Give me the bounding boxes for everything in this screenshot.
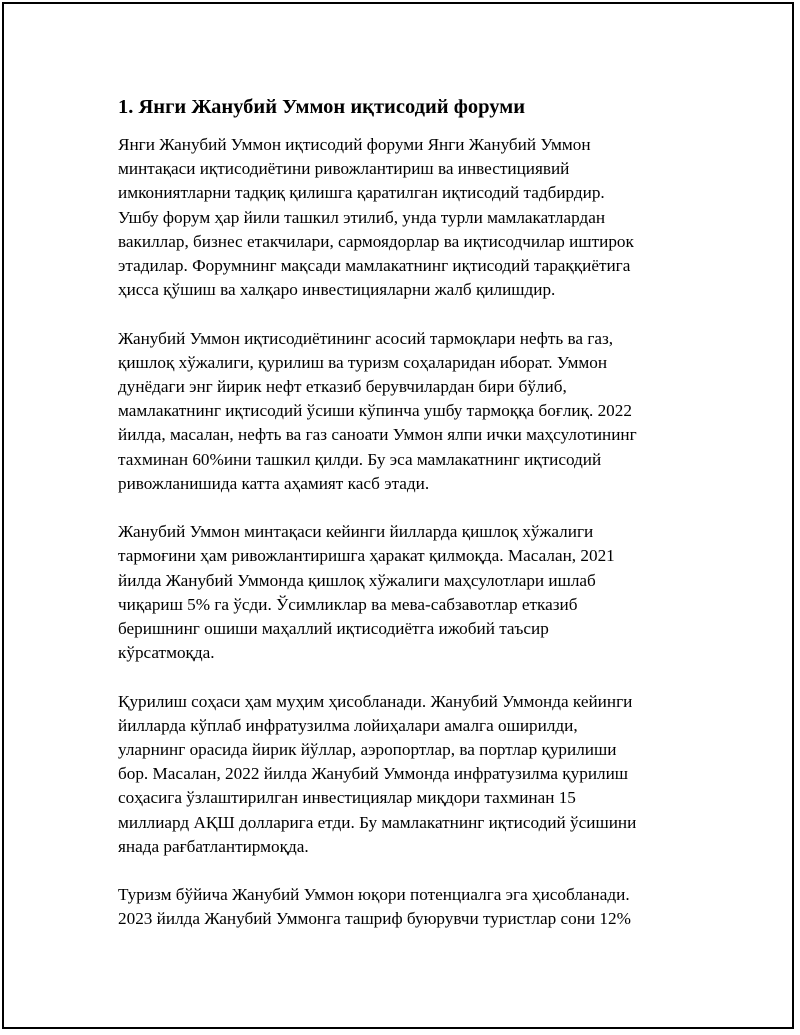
paragraph-line: дунёдаги энг йирик нефт етказиб берувчилардан бири бўлиб, [118,377,567,397]
paragraph-line: вакиллар, бизнес етакчилари, сармоядорлар ва иқтисодчилар иштирок [118,231,634,251]
paragraph [118,133,693,302]
paragraph-line: мамлакатнинг иқтисодий ўсиши кўпинча ушбу тармоққа боғлиқ. 2022 [118,401,632,421]
paragraph-line: тахминан 60%ини ташкил қилди. Бу эса мамлакатнинг иқтисодий [118,449,602,469]
paragraph-line: беришнинг ошиши маҳаллий иқтисодиётга ижобий таъсир [118,619,549,639]
paragraph-line: соҳасига ўзлаштирилган инвестициялар миқдори тахминан 15 [118,788,576,808]
document-body [118,93,693,956]
paragraph-line: йилларда кўплаб инфратузилма лойиҳалари амалга оширилди, [118,715,578,735]
paragraph-line: имкониятларни тадқиқ қилишга қаратилган иқтисодий тадбирдир. [118,183,605,203]
paragraph-list [118,133,693,932]
paragraph-line: қишлоқ хўжалиги, қурилиш ва туризм соҳаларидан иборат. Уммон [118,352,608,372]
paragraph-line: Қурилиш соҳаси ҳам муҳим ҳисобланади. Жанубий Уммонда кейинги [118,691,633,711]
paragraph-line: ҳисса қўшиш ва халқаро инвестицияларни жалб қилишдир. [118,280,556,300]
paragraph [118,520,693,665]
paragraph-line: миллиард АҚШ долларига етди. Бу мамлакатнинг иқтисодий ўсишини [118,812,637,832]
paragraph-line: Янги Жанубий Уммон иқтисодий форуми Янги Жанубий Уммон [118,135,591,154]
paragraph [118,690,693,859]
paragraph-line: йилда, масалан, нефть ва газ саноати Уммон ялпи ички маҳсулотининг [118,425,637,445]
paragraph-line: янада рағбатлантирмоқда. [118,836,309,856]
paragraph-line: Жанубий Уммон минтақаси кейинги йилларда қишлоқ хўжалиги [118,522,594,542]
paragraph [118,883,693,931]
paragraph-line: этадилар. Форумнинг мақсади мамлакатнинг иқтисодий тараққиётига [118,256,631,276]
paragraph-line: бор. Масалан, 2022 йилда Жанубий Уммонда инфратузилма қурилиш [118,764,629,784]
paragraph-line: Ушбу форум ҳар йили ташкил этилиб, унда турли мамлакатлардан [118,207,606,227]
paragraph [118,327,693,496]
paragraph-line: уларнинг орасида йирик йўллар, аэропортлар, ва портлар қурилиши [118,740,617,760]
paragraph-line: йилда Жанубий Уммонда қишлоқ хўжалиги маҳсулотлари ишлаб [118,570,596,590]
section-heading: 1. Янги Жанубий Уммон иқтисодий форуми [118,96,526,118]
paragraph-line: кўрсатмоқда. [118,643,215,663]
paragraph-line: Жанубий Уммон иқтисодиётининг асосий тармоқлари нефть ва газ, [118,328,614,348]
paragraph-line: минтақаси иқтисодиётини ривожлантириш ва инвестициявий [118,159,570,179]
paragraph-line: Туризм бўйича Жанубий Уммон юқори потенциалга эга ҳисобланади. [118,885,630,905]
paragraph-line: тармоғини ҳам ривожлантиришга ҳаракат қилмоқда. Масалан, 2021 [118,546,615,566]
paragraph-line: ривожланишида катта аҳамият касб этади. [118,473,430,493]
paragraph-line: чиқариш 5% га ўсди. Ўсимликлар ва мева-сабзавотлар етказиб [118,594,578,614]
paragraph-line: 2023 йилда Жанубий Уммонга ташриф буюрувчи туристлар сони 12% [118,909,631,929]
